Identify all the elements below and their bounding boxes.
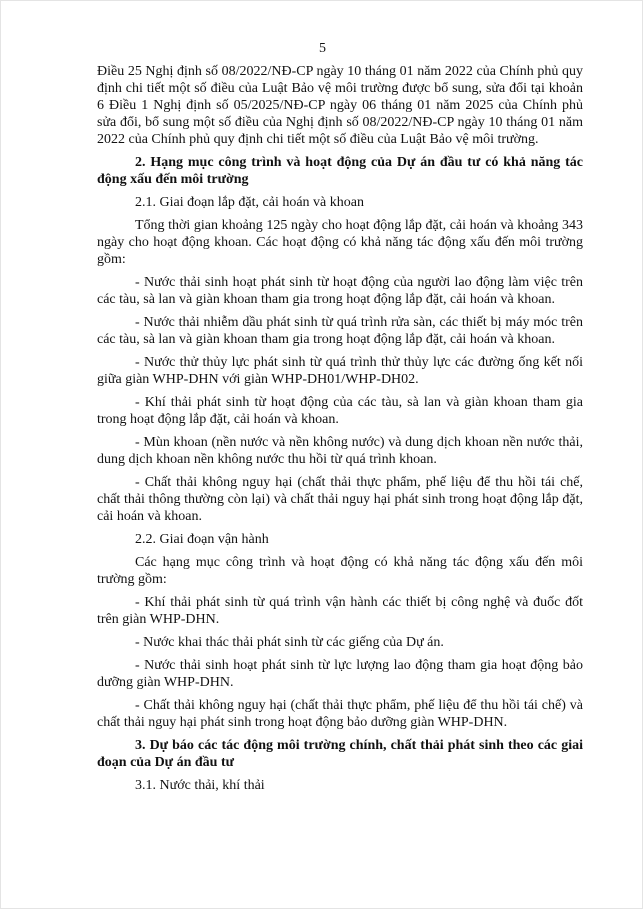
section-heading-3: 3. Dự báo các tác động môi trường chính, chất thải phát sinh theo các giai đoạn của Dự án đầu tư — [97, 738, 583, 770]
page-content — [97, 63, 583, 800]
list-item: - Chất thải không nguy hại (chất thải thực phẩm, phế liệu để thu hồi tái chế) và chất thải nguy hại phát sinh trong hoạt động bảo dưỡng giàn WHP-DHN. — [97, 698, 583, 730]
section-heading-2: 2. Hạng mục công trình và hoạt động của Dự án đầu tư có khả năng tác động xấu đến môi trường — [97, 155, 583, 187]
list-item: - Nước thải nhiễm dầu phát sinh từ quá trình rửa sàn, các thiết bị máy móc trên các tàu, sà lan và giàn khoan tham gia trong hoạt động lắp đặt, cải hoán và khoan. — [97, 315, 583, 347]
list-item: - Khí thải phát sinh từ quá trình vận hành các thiết bị công nghệ và đuốc đốt trên giàn WHP-DHN. — [97, 595, 583, 627]
subsection-heading-2-2: 2.2. Giai đoạn vận hành — [135, 532, 269, 547]
list-item: - Nước thải sinh hoạt phát sinh từ lực lượng lao động tham gia hoạt động bảo dưỡng giàn WHP-DHN. — [97, 658, 583, 690]
paragraph-installation-summary: Tổng thời gian khoảng 125 ngày cho hoạt động lắp đặt, cải hoán và khoảng 343 ngày cho hoạt động khoan. Các hoạt động có khả năng tác động xấu đến môi trường gồm: — [97, 218, 583, 267]
page-number: 5 — [319, 41, 326, 56]
list-item: - Khí thải phát sinh từ hoạt động của các tàu, sà lan và giàn khoan tham gia trong hoạt động lắp đặt, cải hoán và khoan. — [97, 395, 583, 427]
subsection-heading-3-1: 3.1. Nước thải, khí thải — [135, 778, 265, 793]
list-item: - Nước khai thác thải phát sinh từ các giếng của Dự án. — [135, 635, 444, 650]
paragraph-legal-reference: Điều 25 Nghị định số 08/2022/NĐ-CP ngày 10 tháng 01 năm 2022 của Chính phủ quy định chi tiết một số điều của Luật Bảo vệ môi trường được bổ sung, sửa đổi tại khoản 6 Điều 1 Nghị định số 05/2025/NĐ-CP ngày 06 tháng 01 năm 2025 của Chính phủ sửa đổi, bổ sung một số điều của Nghị định số 08/2022/NĐ-CP ngày 10 tháng 01 năm 2022 của Chính phủ quy định chi tiết một số điều của Luật Bảo vệ môi trường. — [97, 64, 583, 147]
paragraph-operation-summary: Các hạng mục công trình và hoạt động có khả năng tác động xấu đến môi trường gồm: — [97, 555, 583, 587]
list-item: - Nước thử thủy lực phát sinh từ quá trình thử thủy lực các đường ống kết nối giữa giàn WHP-DHN với giàn WHP-DH01/WHP-DH02. — [97, 355, 583, 387]
list-item: - Chất thải không nguy hại (chất thải thực phẩm, phế liệu để thu hồi tái chế, chất thải thông thường còn lại) và chất thải nguy hại phát sinh trong hoạt động lắp đặt, cải hoán và khoan. — [97, 475, 583, 524]
list-item: - Nước thải sinh hoạt phát sinh từ hoạt động của người lao động làm việc trên các tàu, sà lan và giàn khoan tham gia trong hoạt động lắp đặt, cải hoán và khoan. — [97, 275, 583, 307]
list-item: - Mùn khoan (nền nước và nền không nước) và dung dịch khoan nền nước thải, dung dịch khoan nền không nước thu hồi từ quá trình khoan. — [97, 435, 583, 467]
subsection-heading-2-1: 2.1. Giai đoạn lắp đặt, cải hoán và khoan — [135, 195, 364, 210]
